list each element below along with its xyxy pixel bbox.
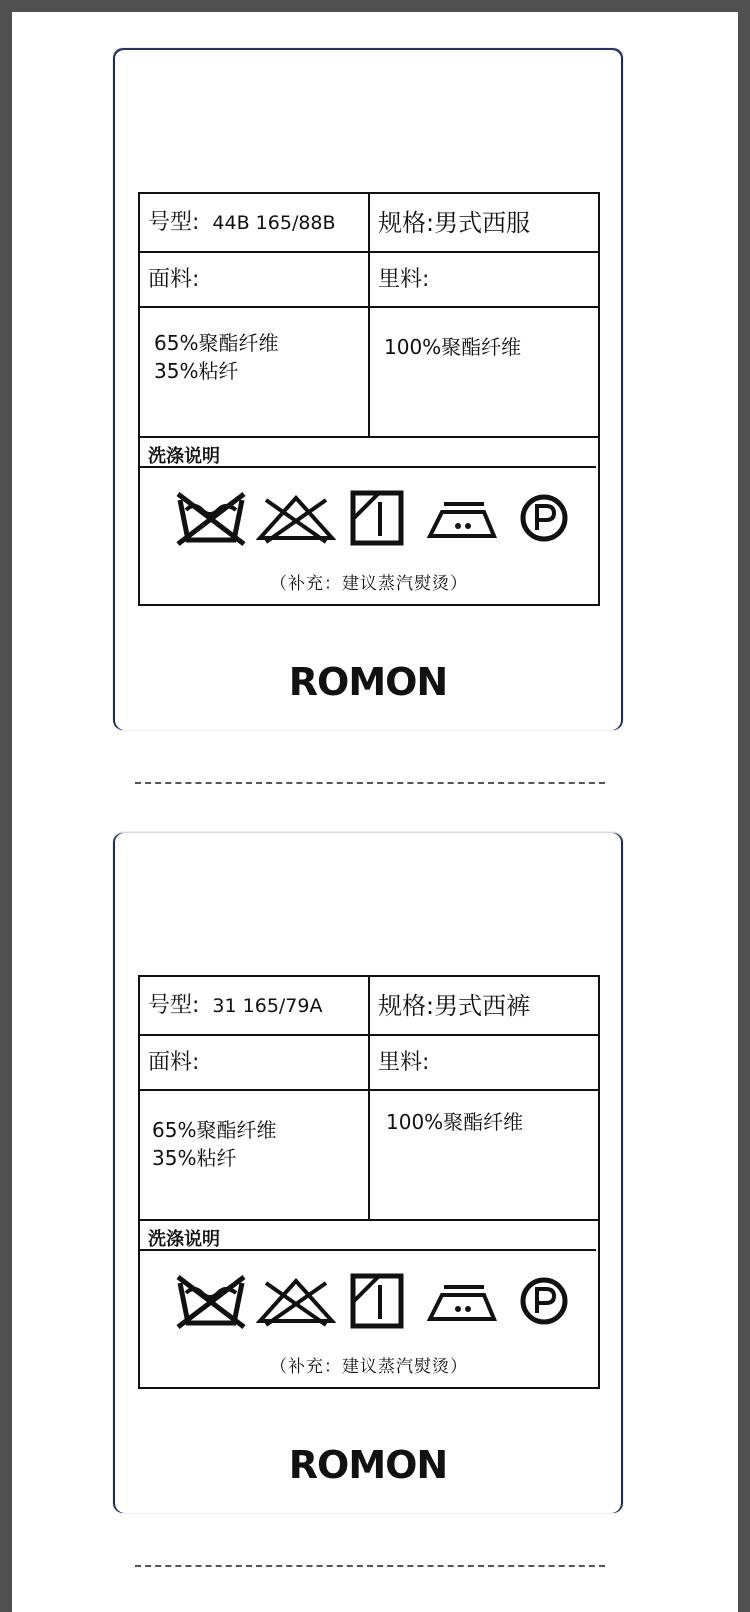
iron-medium-icon: [426, 490, 498, 546]
lining-composition: 100%聚酯纤维: [384, 335, 522, 359]
no-bleach-icon: [256, 490, 336, 546]
fabric-composition-line2: 35%粘纤: [154, 359, 239, 383]
care-note: （补充：建议蒸汽熨烫）: [270, 574, 468, 594]
size-label: 号型:: [148, 210, 200, 235]
spec-cell: [378, 210, 530, 236]
no-bleach-icon: [256, 1273, 336, 1329]
spec-cell: [378, 993, 530, 1019]
table-divider: [140, 1034, 598, 1036]
spec-value: 男式西裤: [434, 992, 531, 1020]
spec-label: 规格:: [378, 992, 435, 1020]
fabric-composition-line2: 35%粘纤: [152, 1146, 237, 1170]
fabric-composition-line1: 65%聚酯纤维: [152, 1118, 277, 1142]
size-label: 号型:: [148, 993, 200, 1018]
care-note: （补充：建议蒸汽熨烫）: [270, 1357, 468, 1377]
care-heading: 洗涤说明: [148, 446, 220, 467]
brand-logo: ROMON: [288, 660, 448, 704]
care-heading: 洗涤说明: [148, 1229, 220, 1250]
spec-value: 男式西服: [434, 209, 531, 237]
info-table: [138, 975, 600, 1389]
page-sheet: [12, 12, 738, 1612]
lining-label: 里料:: [378, 1050, 430, 1075]
table-divider: [140, 1089, 598, 1091]
size-cell: [148, 210, 336, 236]
size-value: 31 165/79A: [212, 995, 323, 1017]
table-divider: [140, 306, 598, 308]
drip-dry-icon: [350, 490, 404, 546]
iron-medium-icon: [426, 1273, 498, 1329]
dry-clean-p-icon: [518, 490, 570, 546]
lining-composition: 100%聚酯纤维: [386, 1110, 524, 1134]
brand-logo: ROMON: [288, 1443, 448, 1487]
care-label-card-jacket: [113, 48, 623, 730]
lining-label: 里料:: [378, 267, 430, 292]
table-divider: [140, 1219, 598, 1221]
care-symbols: [172, 1273, 592, 1337]
table-divider: [140, 436, 598, 438]
size-cell: [148, 993, 322, 1019]
info-table: [138, 192, 600, 606]
dry-clean-p-icon: [518, 1273, 570, 1329]
fabric-composition-line1: 65%聚酯纤维: [154, 331, 279, 355]
fabric-label: 面料:: [148, 267, 200, 292]
fabric-label: 面料:: [148, 1050, 200, 1075]
care-label-card-trousers: [113, 832, 623, 1513]
table-divider: [140, 251, 598, 253]
table-divider: [368, 194, 370, 438]
table-divider: [368, 977, 370, 1221]
drip-dry-icon: [350, 1273, 404, 1329]
size-value: 44B 165/88B: [212, 212, 336, 234]
cut-line: [135, 1565, 605, 1567]
no-wash-icon: [176, 1273, 246, 1329]
no-wash-icon: [176, 490, 246, 546]
care-symbols: [172, 490, 592, 554]
cut-line: [135, 782, 605, 784]
spec-label: 规格:: [378, 209, 435, 237]
